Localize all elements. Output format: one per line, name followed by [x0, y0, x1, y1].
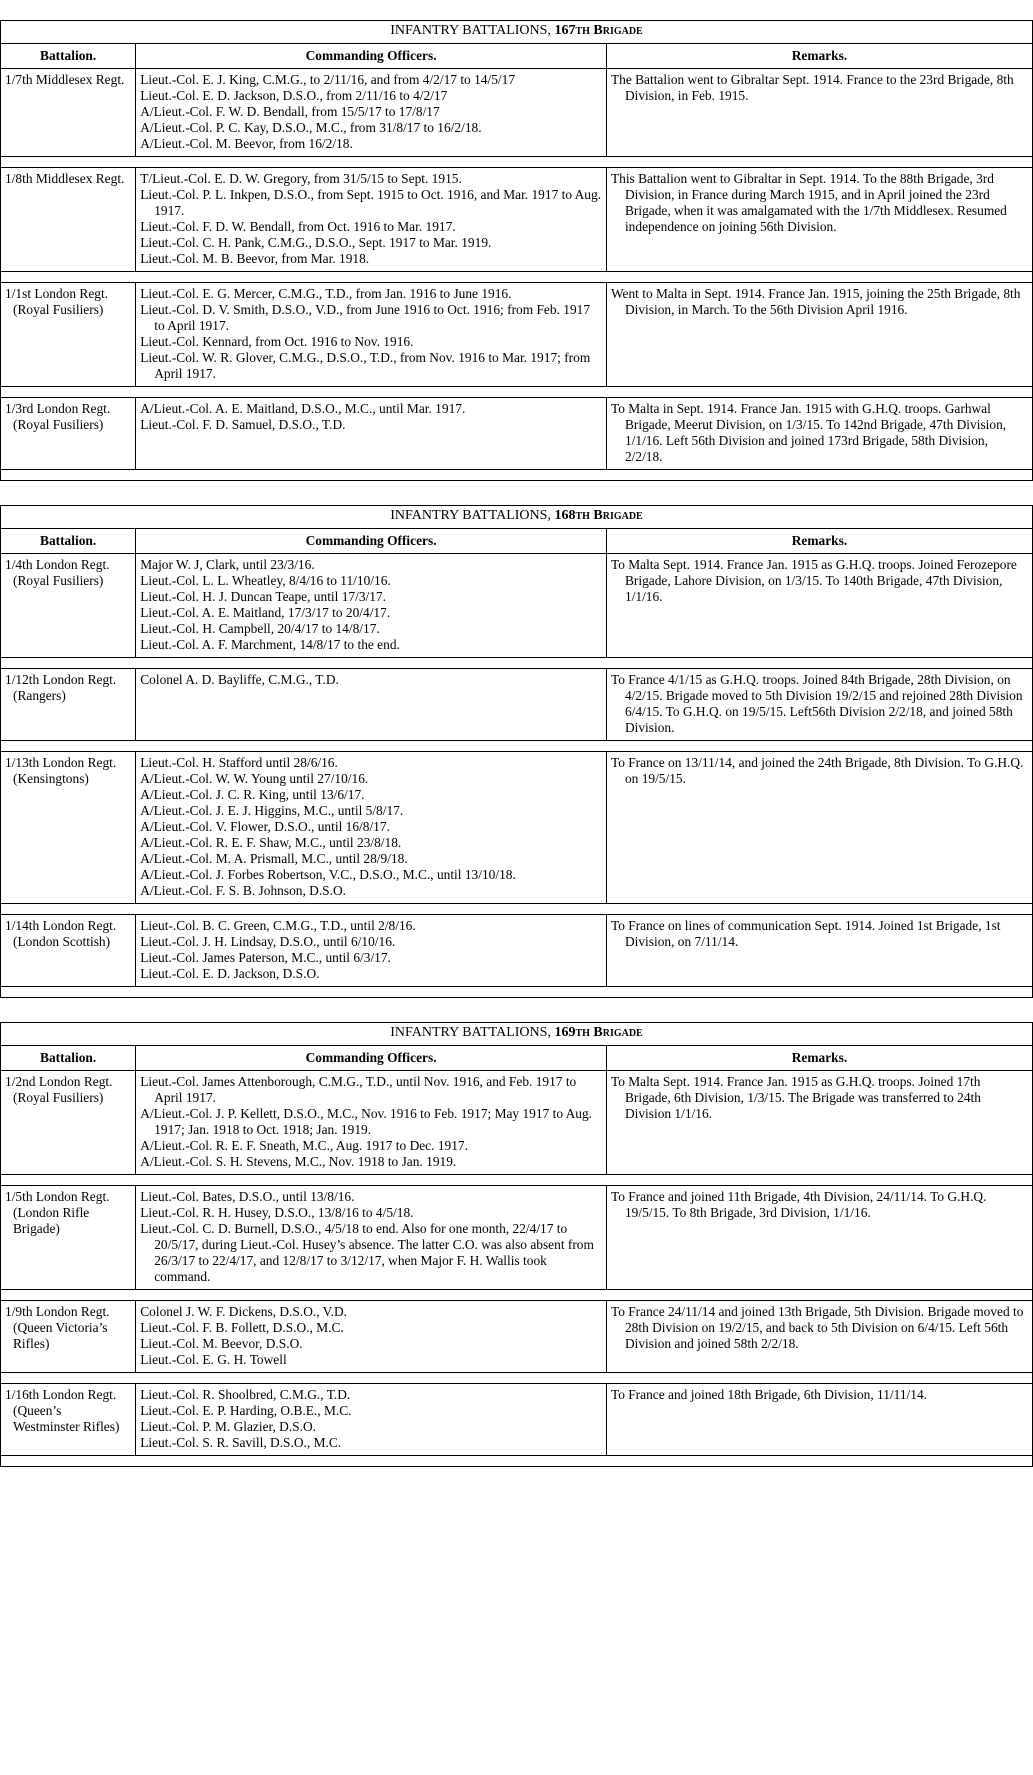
remarks-cell: [606, 752, 1032, 904]
header-battalion: Battalion.: [1, 529, 136, 554]
row-separator: [1, 904, 1033, 915]
officer-entry: Lieut.-Col. H. Campbell, 20/4/17 to 14/8/17.: [140, 621, 380, 636]
battalion-subtitle: Westminster Rifles): [13, 1419, 120, 1434]
battalion-cell: [1, 1186, 136, 1290]
battalion-name: 1/14th London Regt.: [5, 918, 117, 933]
remarks-text: This Battalion went to Gibraltar in Sept. 1914. To the 88th Brigade, 3rd Division, in France during March 1915, and in April joined the 23rd Brigade, when it was amalgamated with the 1/7th Middlesex. Resumed independence on joining 56th Division.: [610, 171, 1007, 234]
table-row: [1, 752, 1033, 904]
brigade-title: [1, 21, 1033, 44]
battalion-subtitle: (London Scottish): [13, 934, 111, 949]
header-battalion: Battalion.: [1, 1046, 136, 1071]
officer-entry: A/Lieut.-Col. J. Forbes Robertson, V.C., D.S.O., M.C., until 13/10/18.: [140, 867, 516, 882]
officer-entry: A/Lieut.-Col. J. P. Kellett, D.S.O., M.C., Nov. 1916 to Feb. 1917; May 1917 to Aug. 1917; Jan. 1918 to Oct. 1918; Jan. 1919.: [140, 1106, 593, 1137]
row-separator: [1, 1373, 1033, 1384]
officers-cell: [136, 554, 607, 658]
battalion-name: 1/12th London Regt.: [5, 672, 117, 687]
officer-entry: Lieut.-Col. D. V. Smith, D.S.O., V.D., from June 1916 to Oct. 1916; from Feb. 1917 to April 1917.: [140, 302, 591, 333]
brigade-table: [0, 1022, 1033, 1467]
officers-cell: [136, 1301, 607, 1373]
battalion-name: 1/3rd London Regt.: [5, 401, 111, 416]
battalion-subtitle: Rifles): [13, 1336, 50, 1351]
officer-entry: Lieut.-Col. E. D. Jackson, D.S.O., from 2/11/16 to 4/2/17: [140, 88, 448, 103]
battalion-cell: [1, 1301, 136, 1373]
row-separator: [1, 272, 1033, 283]
brigade-section: [0, 505, 1033, 998]
row-separator: [1, 1175, 1033, 1186]
officer-entry: Lieut.-Col. H. J. Duncan Teape, until 17/3/17.: [140, 589, 386, 604]
battalion-cell: [1, 1071, 136, 1175]
brigade-title-name: 167th Brigade: [554, 23, 643, 38]
officers-cell: [136, 669, 607, 741]
row-separator: [1, 658, 1033, 669]
officers-cell: [136, 1384, 607, 1456]
officer-entry: Lieut.-Col. E. G. H. Towell: [140, 1352, 287, 1367]
battalion-name: 1/4th London Regt.: [5, 557, 110, 572]
remarks-cell: [606, 168, 1032, 272]
officer-entry: A/Lieut.-Col. M. Beevor, from 16/2/18.: [140, 136, 353, 151]
officer-entry: Lieut.-Col. F. D. Samuel, D.S.O., T.D.: [140, 417, 346, 432]
table-row: [1, 168, 1033, 272]
header-remarks: Remarks.: [606, 1046, 1032, 1071]
battalion-name: 1/13th London Regt.: [5, 755, 117, 770]
brigade-title-name: 169th Brigade: [554, 1025, 643, 1040]
officer-entry: T/Lieut.-Col. E. D. W. Gregory, from 31/5/15 to Sept. 1915.: [140, 171, 462, 186]
officer-entry: A/Lieut.-Col. F. W. D. Bendall, from 15/5/17 to 17/8/17: [140, 104, 440, 119]
officer-entry: Lieut.-Col. C. D. Burnell, D.S.O., 4/5/18 to end. Also for one month, 22/4/17 to 20/5/17, during Lieut.-Col. Husey’s absence. The latter C.O. was also absent from 26/3/17 to 22/4/17, and 12/8/17 to 3/12/17, when Major F. H. Wallis took command.: [140, 1221, 594, 1284]
row-separator: [1, 987, 1033, 998]
battalion-subtitle: (Royal Fusiliers): [13, 417, 104, 432]
officer-entry: Lieut.-Col. A. E. Maitland, 17/3/17 to 20/4/17.: [140, 605, 391, 620]
header-battalion: Battalion.: [1, 44, 136, 69]
row-separator: [1, 470, 1033, 481]
officer-entry: Lieut.-Col. W. R. Glover, C.M.G., D.S.O., T.D., from Nov. 1916 to Mar. 1917; from April 1917.: [140, 350, 591, 381]
battalion-subtitle: (Queen’s: [13, 1403, 62, 1418]
row-separator: [1, 1290, 1033, 1301]
header-commanding-officers: Commanding Officers.: [136, 44, 607, 69]
battalion-cell: [1, 1384, 136, 1456]
table-row: [1, 1301, 1033, 1373]
battalion-subtitle: (Royal Fusiliers): [13, 573, 104, 588]
header-commanding-officers: Commanding Officers.: [136, 1046, 607, 1071]
officer-entry: A/Lieut.-Col. F. S. B. Johnson, D.S.O.: [140, 883, 346, 898]
header-commanding-officers: Commanding Officers.: [136, 529, 607, 554]
officers-cell: [136, 283, 607, 387]
officer-entry: A/Lieut.-Col. J. C. R. King, until 13/6/17.: [140, 787, 365, 802]
remarks-text: To France on lines of communication Sept. 1914. Joined 1st Brigade, 1st Division, on 7/11/14.: [610, 918, 1001, 949]
remarks-text: To Malta Sept. 1914. France Jan. 1915 as G.H.Q. troops. Joined 17th Brigade, 6th Division, 1/3/15. The Brigade was transferred to 24th Division 1/1/16.: [610, 1074, 981, 1121]
remarks-text: The Battalion went to Gibraltar Sept. 1914. France to the 23rd Brigade, 8th Division, in Feb. 1915.: [610, 72, 1014, 103]
officer-entry: Lieut.-Col. E. P. Harding, O.B.E., M.C.: [140, 1403, 352, 1418]
table-row: [1, 69, 1033, 157]
officer-entry: Lieut.-Col. P. M. Glazier, D.S.O.: [140, 1419, 316, 1434]
row-separator: [1, 157, 1033, 168]
remarks-cell: [606, 669, 1032, 741]
remarks-text: To France 4/1/15 as G.H.Q. troops. Joined 84th Brigade, 28th Division, on 4/2/15. Brigade moved to 5th Division 19/2/15 and rejoined 28th Division 6/4/15. To G.H.Q. on 19/5/15. Left56th Division 2/2/18, and joined 58th Division.: [610, 672, 1023, 735]
battalion-cell: [1, 69, 136, 157]
brigade-title-prefix: INFANTRY BATTALIONS,: [390, 1025, 555, 1040]
table-row: [1, 669, 1033, 741]
battalion-subtitle: (Royal Fusiliers): [13, 302, 104, 317]
officers-cell: [136, 1186, 607, 1290]
table-row: [1, 398, 1033, 470]
officer-entry: Lieut.-Col. F. B. Follett, D.S.O., M.C.: [140, 1320, 344, 1335]
brigade-title: [1, 506, 1033, 529]
officers-cell: [136, 752, 607, 904]
officer-entry: A/Lieut.-Col. J. E. J. Higgins, M.C., until 5/8/17.: [140, 803, 404, 818]
row-separator: [1, 741, 1033, 752]
table-row: [1, 1186, 1033, 1290]
officer-entry: Lieut.-Col. E. G. Mercer, C.M.G., T.D., from Jan. 1916 to June 1916.: [140, 286, 512, 301]
brigade-title-prefix: INFANTRY BATTALIONS,: [390, 23, 555, 38]
officers-cell: [136, 915, 607, 987]
officer-entry: Lieut.-Col. E. J. King, C.M.G., to 2/11/16, and from 4/2/17 to 14/5/17: [140, 72, 516, 87]
officer-entry: Major W. J, Clark, until 23/3/16.: [140, 557, 315, 572]
officer-entry: A/Lieut.-Col. R. E. F. Sneath, M.C., Aug. 1917 to Dec. 1917.: [140, 1138, 468, 1153]
header-remarks: Remarks.: [606, 529, 1032, 554]
battalion-name: 1/8th Middlesex Regt.: [5, 171, 125, 186]
officers-cell: [136, 168, 607, 272]
battalion-name: 1/5th London Regt.: [5, 1189, 110, 1204]
header-remarks: Remarks.: [606, 44, 1032, 69]
brigade-title-name: 168th Brigade: [554, 508, 643, 523]
officer-entry: Lieut.-Col. Bates, D.S.O., until 13/8/16.: [140, 1189, 355, 1204]
officer-entry: Lieut.-Col. E. D. Jackson, D.S.O.: [140, 966, 320, 981]
table-row: [1, 915, 1033, 987]
battalion-name: 1/1st London Regt.: [5, 286, 109, 301]
officer-entry: Colonel J. W. F. Dickens, D.S.O., V.D.: [140, 1304, 347, 1319]
remarks-text: Went to Malta in Sept. 1914. France Jan. 1915, joining the 25th Brigade, 8th Division, in March. To the 56th Division April 1916.: [610, 286, 1021, 317]
table-row: [1, 1384, 1033, 1456]
row-separator: [1, 387, 1033, 398]
battalion-cell: [1, 752, 136, 904]
battalion-subtitle: Brigade): [13, 1221, 60, 1236]
officer-entry: Lieut.-Col. S. R. Savill, D.S.O., M.C.: [140, 1435, 342, 1450]
officer-entry: Lieut.-Col. Kennard, from Oct. 1916 to Nov. 1916.: [140, 334, 414, 349]
officers-cell: [136, 398, 607, 470]
remarks-cell: [606, 1301, 1032, 1373]
remarks-cell: [606, 915, 1032, 987]
battalion-name: 1/2nd London Regt.: [5, 1074, 113, 1089]
officer-entry: Lieut.-Col. M. Beevor, D.S.O.: [140, 1336, 303, 1351]
officer-entry: A/Lieut.-Col. V. Flower, D.S.O., until 16/8/17.: [140, 819, 390, 834]
remarks-cell: [606, 1071, 1032, 1175]
officer-entry: Lieut.-Col. F. D. W. Bendall, from Oct. 1916 to Mar. 1917.: [140, 219, 456, 234]
table-row: [1, 554, 1033, 658]
officer-entry: A/Lieut.-Col. S. H. Stevens, M.C., Nov. 1918 to Jan. 1919.: [140, 1154, 457, 1169]
remarks-text: To France and joined 18th Brigade, 6th Division, 11/11/14.: [610, 1387, 928, 1402]
battalion-name: 1/7th Middlesex Regt.: [5, 72, 125, 87]
battalion-subtitle: (Rangers): [13, 688, 66, 703]
officer-entry: Colonel A. D. Bayliffe, C.M.G., T.D.: [140, 672, 339, 687]
battalion-cell: [1, 398, 136, 470]
remarks-text: To Malta Sept. 1914. France Jan. 1915 as G.H.Q. troops. Joined Ferozepore Brigade, Lahore Division, on 1/3/15. To 140th Brigade, 47th Division, 1/1/16.: [610, 557, 1017, 604]
table-row: [1, 283, 1033, 387]
officer-entry: Lieut.-Col. P. L. Inkpen, D.S.O., from Sept. 1915 to Oct. 1916, and Mar. 1917 to Aug. 1917.: [140, 187, 602, 218]
battalion-cell: [1, 915, 136, 987]
table-row: [1, 1071, 1033, 1175]
battalion-name: 1/16th London Regt.: [5, 1387, 117, 1402]
brigade-section: [0, 1022, 1033, 1467]
officer-entry: Lieut.-Col. A. F. Marchment, 14/8/17 to the end.: [140, 637, 400, 652]
officer-entry: A/Lieut.-Col. W. W. Young until 27/10/16.: [140, 771, 369, 786]
officer-entry: A/Lieut.-Col. P. C. Kay, D.S.O., M.C., from 31/8/17 to 16/2/18.: [140, 120, 482, 135]
officer-entry: Lieut.-Col. H. Stafford until 28/6/16.: [140, 755, 338, 770]
brigade-section: [0, 20, 1033, 481]
remarks-cell: [606, 1384, 1032, 1456]
remarks-text: To France on 13/11/14, and joined the 24th Brigade, 8th Division. To G.H.Q. on 19/5/15.: [610, 755, 1024, 786]
remarks-cell: [606, 283, 1032, 387]
officer-entry: Lieut.-Col. James Attenborough, C.M.G., T.D., until Nov. 1916, and Feb. 1917 to April 1917.: [140, 1074, 577, 1105]
remarks-text: To France 24/11/14 and joined 13th Brigade, 5th Division. Brigade moved to 28th Division on 19/2/15, and back to 5th Division on 6/4/15. Left 56th Division and joined 58th 2/2/18.: [610, 1304, 1024, 1351]
officer-entry: Lieut.-Col. M. B. Beevor, from Mar. 1918.: [140, 251, 370, 266]
battalion-name: 1/9th London Regt.: [5, 1304, 110, 1319]
officer-entry: Lieut.-Col. J. H. Lindsay, D.S.O., until 6/10/16.: [140, 934, 396, 949]
battalion-subtitle: (Royal Fusiliers): [13, 1090, 104, 1105]
brigade-title: [1, 1023, 1033, 1046]
officer-entry: A/Lieut.-Col. R. E. F. Shaw, M.C., until 23/8/18.: [140, 835, 402, 850]
remarks-cell: [606, 1186, 1032, 1290]
battalion-subtitle: (Queen Victoria’s: [13, 1320, 108, 1335]
officers-cell: [136, 1071, 607, 1175]
officer-entry: Lieut.-Col. James Paterson, M.C., until 6/3/17.: [140, 950, 391, 965]
brigade-table: [0, 20, 1033, 481]
officer-entry: Lieut.-Col. L. L. Wheatley, 8/4/16 to 11/10/16.: [140, 573, 391, 588]
brigade-title-prefix: INFANTRY BATTALIONS,: [390, 508, 555, 523]
remarks-text: To France and joined 11th Brigade, 4th Division, 24/11/14. To G.H.Q. 19/5/15. To 8th Brigade, 3rd Division, 1/1/16.: [610, 1189, 987, 1220]
row-separator: [1, 1456, 1033, 1467]
officer-entry: Lieut.-Col. C. H. Pank, C.M.G., D.S.O., Sept. 1917 to Mar. 1919.: [140, 235, 492, 250]
battalion-cell: [1, 669, 136, 741]
battalion-cell: [1, 168, 136, 272]
remarks-cell: [606, 554, 1032, 658]
remarks-cell: [606, 69, 1032, 157]
brigade-table: [0, 505, 1033, 998]
officer-entry: Lieut.-Col. R. H. Husey, D.S.O., 13/8/16 to 4/5/18.: [140, 1205, 414, 1220]
battalion-cell: [1, 283, 136, 387]
battalion-cell: [1, 554, 136, 658]
officer-entry: Lieut.-Col. R. Shoolbred, C.M.G., T.D.: [140, 1387, 351, 1402]
remarks-cell: [606, 398, 1032, 470]
officers-cell: [136, 69, 607, 157]
battalion-subtitle: (Kensingtons): [13, 771, 89, 786]
remarks-text: To Malta in Sept. 1914. France Jan. 1915 with G.H.Q. troops. Garhwal Brigade, Meerut Division, on 1/3/15. To 142nd Brigade, 47th Division, 1/1/16. Left 56th Division and joined 173rd Brigade, 58th Division, 2/2/18.: [610, 401, 1007, 464]
officer-entry: A/Lieut.-Col. M. A. Prismall, M.C., until 28/9/18.: [140, 851, 408, 866]
officer-entry: Lieut-.Col. B. C. Green, C.M.G., T.D., until 2/8/16.: [140, 918, 416, 933]
officer-entry: A/Lieut.-Col. A. E. Maitland, D.S.O., M.C., until Mar. 1917.: [140, 401, 466, 416]
battalion-subtitle: (London Rifle: [13, 1205, 90, 1220]
